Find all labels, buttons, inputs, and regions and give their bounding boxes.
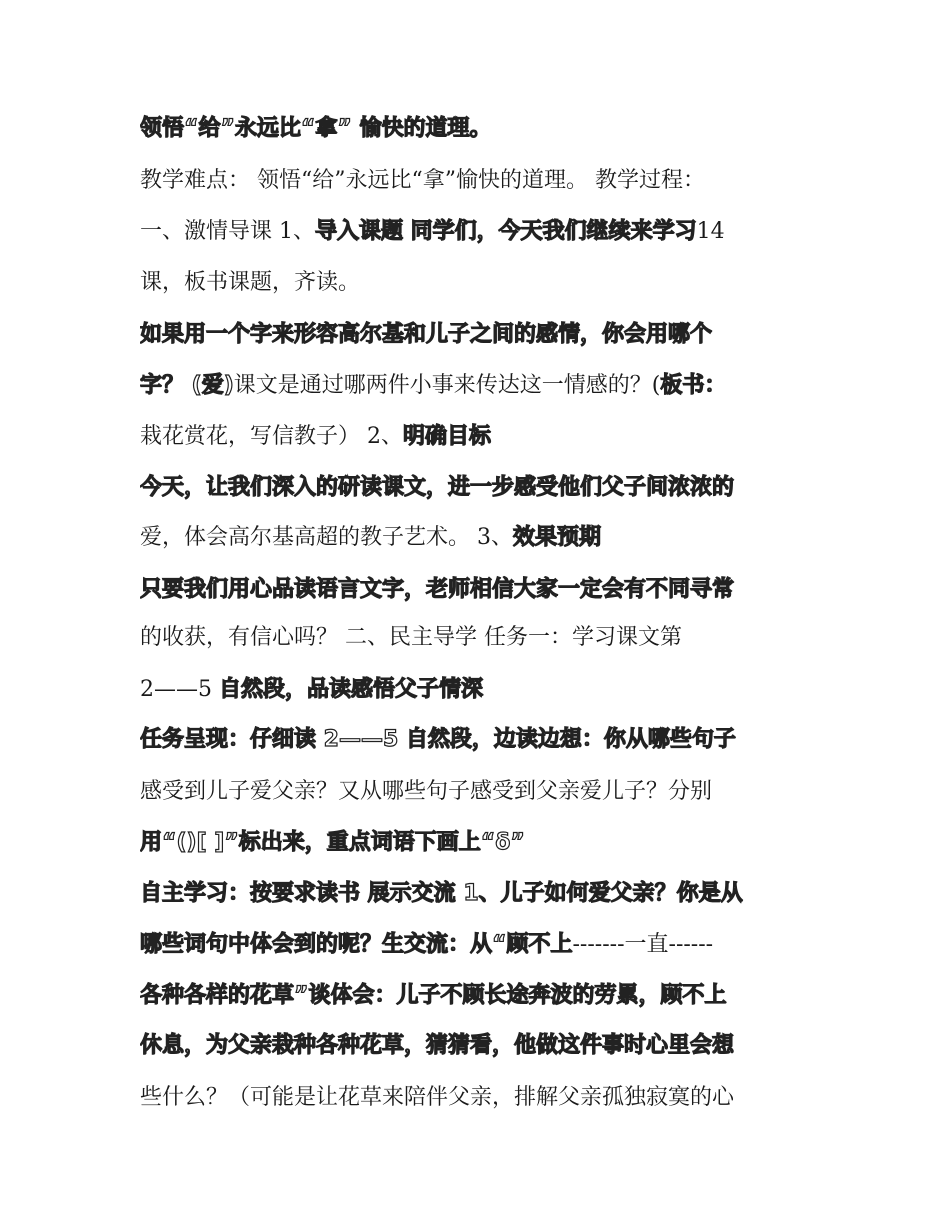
- text-span: 各种各样的花草”谈体会：儿子不顾长途奔波的劳累，顾不上: [140, 983, 727, 1008]
- text-span: 爱，体会高尔基高超的教子艺术。 3、: [140, 525, 513, 550]
- text-line: [140, 876, 830, 912]
- text-line: [140, 825, 830, 861]
- text-span: 任务呈现：仔细读 2——5 自然段，边读边想：你从哪些句子: [140, 727, 736, 752]
- text-line: [140, 111, 830, 147]
- text-line: [140, 317, 830, 353]
- text-span: 字？ (爱): [140, 373, 234, 398]
- text-span: 效果预期: [513, 525, 602, 550]
- text-line: [140, 978, 830, 1014]
- text-span: 板书：: [660, 373, 727, 398]
- text-span: 用“()[ ]”标出来，重点词语下画上“δ”: [140, 830, 525, 855]
- text-span: 只要我们用心品读语言文字，老师相信大家一定会有不同寻常: [140, 577, 735, 602]
- text-span: 栽花赏花，写信教子） 2、: [140, 424, 403, 449]
- text-span: 教学难点： 领悟“给”永远比“拿”愉快的道理。 教学过程：: [140, 168, 705, 193]
- text-line: [140, 572, 830, 608]
- text-span: 自主学习：按要求读书 展示交流 1、儿子如何爱父亲？你是从: [140, 881, 743, 906]
- text-span: 今天，让我们深入的研读课文，进一步感受他们父子间浓浓的: [140, 475, 735, 500]
- text-line: [140, 214, 830, 250]
- text-span: 如果用一个字来形容高尔基和儿子之间的感情，你会用哪个: [140, 322, 713, 347]
- text-span: 一、激情导课 1、: [140, 219, 315, 244]
- text-line: [140, 163, 830, 199]
- text-span: -------一直------: [572, 932, 714, 957]
- text-span: 导入课题 同学们，今天我们继续来学习: [315, 219, 697, 244]
- text-line: [140, 419, 830, 455]
- text-span: 2——5: [140, 677, 219, 702]
- text-span: 领悟“给”永远比“拿” 愉快的道理。: [140, 116, 492, 141]
- text-span: 课文是通过哪两件小事来传达这一情感的？(: [233, 373, 661, 398]
- text-line: [140, 368, 830, 404]
- text-line: [140, 520, 830, 556]
- text-line: [140, 774, 830, 810]
- text-span: 课，板书课题，齐读。: [140, 270, 361, 295]
- text-line: [140, 1028, 830, 1064]
- text-line: [140, 722, 830, 758]
- text-line: [140, 620, 830, 656]
- text-line: [140, 470, 830, 506]
- text-line: [140, 672, 830, 708]
- text-span: 的收获，有信心吗？ 二、民主导学 任务一：学习课文第: [140, 625, 682, 650]
- text-span: 14: [696, 219, 725, 244]
- text-span: 明确目标: [403, 424, 492, 449]
- text-span: 哪些词句中体会到的呢？生交流：从“顾不上: [140, 932, 573, 957]
- text-span: 自然段，品读感悟父子情深: [219, 677, 484, 702]
- text-span: 些什么？（可能是让花草来陪伴父亲，排解父亲孤独寂寞的心: [140, 1085, 735, 1110]
- text-line: [140, 1080, 830, 1116]
- text-span: 感受到儿子爱父亲？又从哪些句子感受到父亲爱儿子？分别: [140, 779, 713, 804]
- text-line: [140, 927, 830, 963]
- text-span: 休息，为父亲栽种各种花草，猜猜看，他做这件事时心里会想: [140, 1033, 735, 1058]
- text-line: [140, 265, 830, 301]
